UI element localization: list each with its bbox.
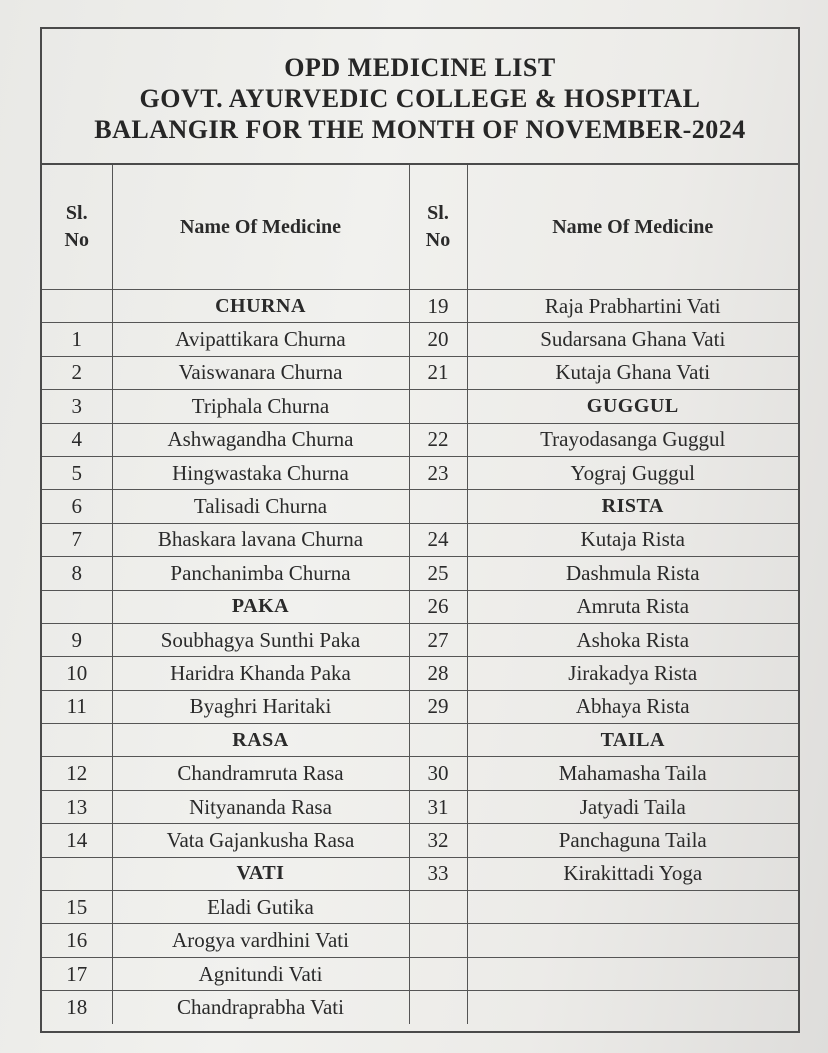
right-medicine-name: Amruta Rista [467,590,798,623]
table-row [42,657,798,690]
medicine-list-document [40,27,800,1033]
right-sl-no: 20 [409,323,467,356]
left-medicine-name: Agnitundi Vati [112,957,409,990]
left-category-heading: PAKA [112,590,409,623]
right-medicine-name: Raja Prabhartini Vati [467,290,798,323]
table-row [42,390,798,423]
title-line-2: GOVT. AYURVEDIC COLLEGE & HOSPITAL [139,83,701,113]
table-row [42,590,798,623]
right-medicine-name: Mahamasha Taila [467,757,798,790]
right-medicine-name: Kutaja Rista [467,523,798,556]
table-row [42,423,798,456]
left-medicine-name: Triphala Churna [112,390,409,423]
right-medicine-name: Abhaya Rista [467,690,798,723]
right-sl-no: 22 [409,423,467,456]
left-medicine-name: Arogya vardhini Vati [112,924,409,957]
no-label: No [64,229,89,251]
right-sl-no: 28 [409,657,467,690]
left-sl-no: 9 [42,623,112,656]
right-sl-no [409,924,467,957]
left-medicine-name: Hingwastaka Churna [112,456,409,489]
table-row [42,557,798,590]
table-row [42,991,798,1024]
table-row [42,356,798,389]
table-row [42,323,798,356]
right-sl-no: 33 [409,857,467,890]
left-category-heading: CHURNA [112,290,409,323]
left-sl-no: 7 [42,523,112,556]
left-sl-no: 17 [42,957,112,990]
left-sl-no [42,290,112,323]
table-row [42,824,798,857]
right-category-heading: GUGGUL [467,390,798,423]
left-sl-no: 14 [42,824,112,857]
col-header-name-left: Name Of Medicine [112,165,409,290]
sl-label: Sl. [65,202,88,224]
right-medicine-name: Yograj Guggul [467,456,798,489]
left-sl-no: 15 [42,891,112,924]
left-sl-no: 18 [42,991,112,1024]
right-sl-no [409,991,467,1024]
right-medicine-name: Jatyadi Taila [467,790,798,823]
right-medicine-name: Ashoka Rista [467,623,798,656]
table-row [42,757,798,790]
left-medicine-name: Haridra Khanda Paka [112,657,409,690]
left-sl-no: 13 [42,790,112,823]
left-sl-no: 11 [42,690,112,723]
title-line-3: BALANGIR FOR THE MONTH OF NOVEMBER-2024 [94,114,746,144]
right-sl-no: 31 [409,790,467,823]
right-medicine-name: Trayodasanga Guggul [467,423,798,456]
left-medicine-name: Chandraprabha Vati [112,991,409,1024]
medicine-table [42,165,798,1024]
table-row [42,490,798,523]
document-header [42,29,798,165]
table-row [42,456,798,489]
sl-label: Sl. [427,202,449,224]
left-category-heading: RASA [112,724,409,757]
left-sl-no: 8 [42,557,112,590]
left-sl-no: 10 [42,657,112,690]
left-category-heading: VATI [112,857,409,890]
left-sl-no: 16 [42,924,112,957]
table-row [42,857,798,890]
left-sl-no: 1 [42,323,112,356]
table-row [42,891,798,924]
right-medicine-name [467,891,798,924]
right-sl-no: 30 [409,757,467,790]
left-medicine-name: Panchanimba Churna [112,557,409,590]
left-sl-no: 3 [42,390,112,423]
right-medicine-name [467,957,798,990]
right-sl-no: 26 [409,590,467,623]
right-medicine-name [467,924,798,957]
left-medicine-name: Bhaskara lavana Churna [112,523,409,556]
left-medicine-name: Avipattikara Churna [112,323,409,356]
right-sl-no: 19 [409,290,467,323]
table-row [42,290,798,323]
col-header-sl-no-right [409,165,467,290]
left-sl-no: 6 [42,490,112,523]
left-medicine-name: Talisadi Churna [112,490,409,523]
left-sl-no [42,724,112,757]
right-sl-no: 27 [409,623,467,656]
right-sl-no: 25 [409,557,467,590]
col-header-sl-no-left [42,165,112,290]
table-row [42,924,798,957]
title-line-1: OPD MEDICINE LIST [284,52,556,82]
right-sl-no: 21 [409,356,467,389]
right-sl-no: 29 [409,690,467,723]
right-category-heading: RISTA [467,490,798,523]
left-sl-no: 4 [42,423,112,456]
table-row [42,790,798,823]
right-category-heading: TAILA [467,724,798,757]
table-row [42,690,798,723]
table-row [42,724,798,757]
left-medicine-name: Soubhagya Sunthi Paka [112,623,409,656]
left-sl-no [42,590,112,623]
no-label: No [425,229,451,251]
table-row [42,957,798,990]
right-medicine-name: Kirakittadi Yoga [467,857,798,890]
left-medicine-name: Chandramruta Rasa [112,757,409,790]
right-sl-no [409,490,467,523]
left-medicine-name: Eladi Gutika [112,891,409,924]
right-sl-no [409,891,467,924]
left-sl-no: 5 [42,456,112,489]
right-medicine-name: Dashmula Rista [467,557,798,590]
table-row [42,523,798,556]
left-medicine-name: Nityananda Rasa [112,790,409,823]
right-sl-no: 24 [409,523,467,556]
right-sl-no [409,957,467,990]
right-sl-no: 23 [409,456,467,489]
right-sl-no: 32 [409,824,467,857]
left-sl-no: 12 [42,757,112,790]
left-medicine-name: Byaghri Haritaki [112,690,409,723]
right-medicine-name [467,991,798,1024]
right-sl-no [409,390,467,423]
table-body [42,290,798,1024]
col-header-name-right: Name Of Medicine [467,165,798,290]
table-header-row [42,165,798,290]
right-medicine-name: Sudarsana Ghana Vati [467,323,798,356]
left-medicine-name: Vaiswanara Churna [112,356,409,389]
table-row [42,623,798,656]
left-sl-no: 2 [42,356,112,389]
right-medicine-name: Kutaja Ghana Vati [467,356,798,389]
right-sl-no [409,724,467,757]
right-medicine-name: Jirakadya Rista [467,657,798,690]
right-medicine-name: Panchaguna Taila [467,824,798,857]
left-sl-no [42,857,112,890]
left-medicine-name: Vata Gajankusha Rasa [112,824,409,857]
left-medicine-name: Ashwagandha Churna [112,423,409,456]
